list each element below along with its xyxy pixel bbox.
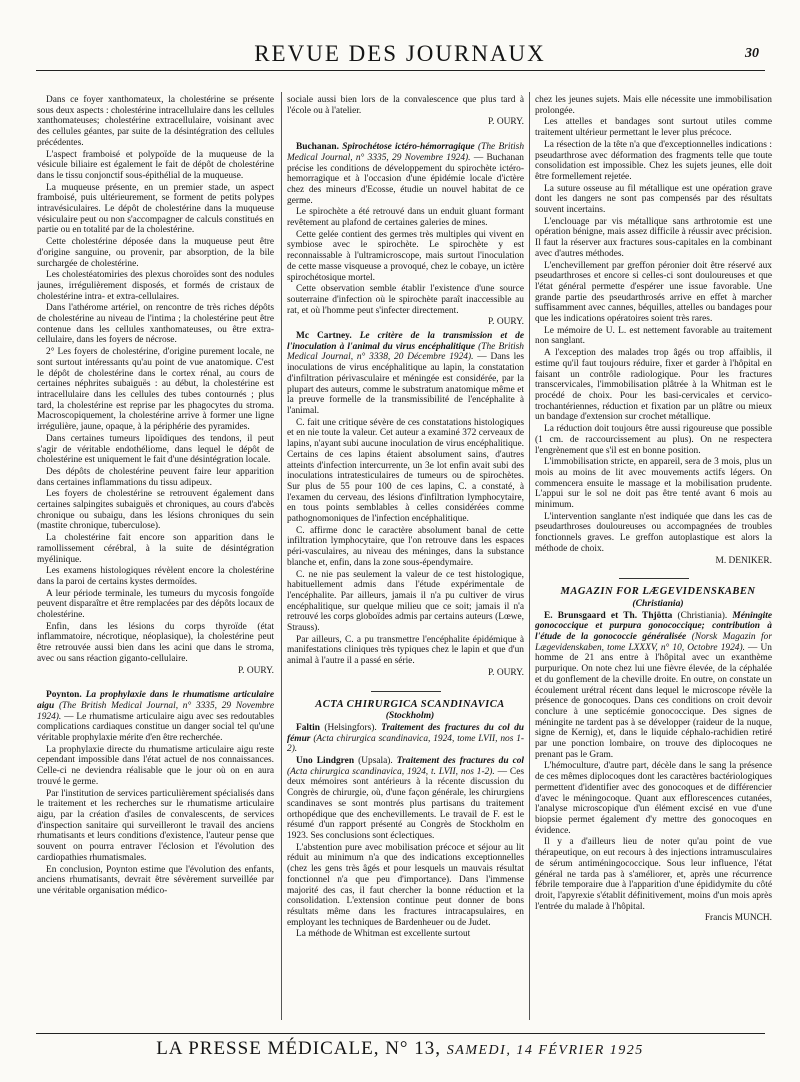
column-divider: [529, 92, 530, 1020]
paragraph: La suture osseuse au fil métallique est une opération grave dont les dangers ne sont pas compensés par des résultats souvent incertains.: [535, 183, 772, 216]
section-heading: MAGAZIN FOR LÆGEVIDENSKABEN: [560, 586, 756, 598]
footer-journal: LA PRESSE MÉDICALE, N° 13,: [156, 1038, 442, 1059]
paragraph: L'immobilisation stricte, en appareil, sera de 3 mois, plus un mois au moins de lit avec mouvements actifs légers. On commencera ensuite le massage et la mobilisation prudente. L'appui sur le sol ne doit pas être tenté avant 6 mois au minimum.: [535, 457, 772, 511]
paragraph: L'hémoculture, d'autre part, décèle dans le sang la présence de ces mêmes diplocoques dont les caractères bactériologiques permettent d'identifier avec des gonocoques et de différencier d'avec le méningocoque. Quant aux efflorescences cutanées, l'analyse microscopique d'un élément excisé en vue d'une biopsie permet également d'y mettre des gonocoques en évidence.: [535, 761, 772, 836]
article-title: Méningite gonococcique et purpura gonococcique; contribution à l'étude de la gonococcie généralisée: [535, 610, 772, 643]
article-text: — Le rhumatisme articulaire aigu avec ses redoutables complications cardiaques constitue un danger social tel qu'une véritable prophylaxie mérite d'en être recherchée.: [37, 711, 274, 744]
paragraph: Enfin, dans les lésions du corps thyroïde (état inflammatoire, nécrotique, néoplasique), la cholestérine peut être retrouvée aussi bien dans les acini que dans le stroma, avec ou sans réaction giganto-cellulaire.: [37, 621, 274, 664]
paragraph: Des dépôts de cholestérine peuvent faire leur apparition dans certaines inflammations du tissu adipeux.: [37, 466, 274, 488]
section-subheading: (Christiania): [632, 597, 684, 609]
paragraph: L'enchevillement par greffon péronier doit être réservé aux pseudarthroses et encore si celles-ci sont douloureuses et que l'état général permette d'espérer une issue favorable. Une grande partie des pseudarthrosés arrive en effet à marcher suffisamment avec cannes, béquilles, attelles ou bandages pour que les indications opératoires soient très rares.: [535, 260, 772, 325]
signature: P. OURY.: [237, 665, 274, 676]
paragraph: Il y a d'ailleurs lieu de noter qu'au point de vue thérapeutique, on eut recours à des injections intramusculaires de sérum antiméningococcique. Sous leur influence, l'état général ne tarda pas à s'améliorer, et, après une récurrence fébrile temporaire due à l'apparition d'une épididymite du côté droit, l'apyrexie s'établit définitivement, moins d'un mois après l'entrée du malade à l'hôpital.: [535, 837, 772, 912]
paragraph: C. ne nie pas seulement la valeur de ce test histologique, habituellement admis dans l'étude expérimentale de l'encéphalite. Par ailleurs, jamais il n'a pu cultiver de virus encéphalitique, sur quelque milieu que ce soit; jamais il n'a retrouvé les corps globoïdes admis par certains auteurs (Lœwe, Strauss).: [287, 569, 524, 634]
paragraph: La muqueuse présente, en un premier stade, un aspect framboisé, puis ultérieurement, se forment de petits polypes intravésiculaires. Le dépôt de cholestérine dans la muqueuse vésiculaire peut ou non s'accompagner de calculs constitués en partie ou en totalité par de la cholestérine.: [37, 182, 274, 236]
paragraph: 2° Les foyers de cholestérine, d'origine purement locale, ne sont surtout intéressants qu'au point de vue anatomique. C'est le dépôt de cholestérine dans le cortex rénal, au cours de certaines néphrites subaiguës : au début, la cholestérine est intracellulaire dans les cellules des tubes contournés ; plus tard, la cholestérine est reprise par les phagocytes du stroma. Macroscopiquement, la cholestérine arrive à former une ligne irrégulière, jaune, opaque, à la périphérie des pyramides.: [37, 347, 274, 433]
article-text: — Un homme de 21 ans entre à l'hôpital avec un exanthème purpurique. On note chez lui une fièvre élevée, de la céphalée et du gonflement de la cheville droite. En outre, on constate un écoulement urétral récent dans lequel le microscope révèle la présence de gonocoques. Dans ces conditions on croit devoir conclure à une septicémie gonococcique. Des signes de méningite ne tardent pas à se développer (raideur de la nuque, signe de Kernig), et, dans le liquide céphalo-rachidien retiré par une ponction lombaire, on trouve des diplocoques ne prenant pas le Gram.: [535, 642, 772, 760]
paragraph: La méthode de Whitman est excellente surtout: [296, 929, 471, 940]
paragraph: La prophylaxie directe du rhumatisme articulaire aigu reste cependant impossible dans l'état actuel de nos connaissances. Celle-ci ne deviendra réalisable que le jour où on en aura trouvé le germe.: [37, 744, 274, 787]
article-source: (Acta chirurgica scandinavica, 1924, tome LVII, nos 1-2).: [287, 733, 524, 755]
article-intro: [535, 611, 772, 761]
paragraph: Cette observation semble établir l'existence d'une source souterraine d'infection où le spirochète paraît inaccessible au rat, et où l'homme peut s'infecter directement.: [287, 284, 524, 316]
article-author: Uno Lindgren: [296, 756, 355, 767]
paragraph: L'intervention sanglante n'est indiquée que dans les cas de pseudarthroses douloureuses ou accompagnées de troubles fonctionnels graves. Le greffon autoplastique est alors la méthode de choix.: [535, 511, 772, 554]
article-text: — Ces deux mémoires sont antérieurs à la récente discussion du Congrès de chirurgie, où, d'une façon générale, les chirurgiens scandinaves se sont montrés plus partisans du traitement orthopédique que des enchevillements. Le travail de F. est le résumé d'un rapport présenté au Congrès de Stockholm en 1923. Ses conclusions sont éclectiques.: [287, 766, 524, 841]
paragraph: La réduction doit toujours être aussi rigoureuse que possible (1 cm. de raccourcissement au plus). On ne respectera l'engrènement que s'il est en bonne position.: [535, 424, 772, 456]
article-source: (The British Medical Journal, n° 3335, 29 Novembre 1924).: [37, 700, 274, 722]
paragraph: Dans certaines tumeurs lipoïdiques des tendons, il peut s'agir de véritable endothéliome, dans lequel le dépôt de cholestérine est uniquement le fait d'une désintégration locale.: [37, 433, 274, 466]
article-title: La prophylaxie dans le rhumatisme articulaire aigu: [37, 690, 274, 711]
article-source: (The British Medical Journal, n° 3335, 29 Novembre 1924).: [287, 142, 524, 163]
paragraph: La cholestérine fait encore son apparition dans le ramollissement cérébral, à la suite de désintégration myélinique.: [37, 533, 274, 565]
paragraph: C. affirme donc le caractère absolument banal de cette infiltration lymphocytaire, que l'on retrouve dans les espaces péri-vasculaires, au niveau des méninges, dans la substance blanche et, enfin, dans la zone sous-épendymaire.: [287, 525, 524, 568]
paragraph: A leur période terminale, les tumeurs du mycosis fongoïde peuvent disparaître et être remplacées par des dépôts locaux de cholestérine.: [37, 588, 274, 621]
column-divider: [281, 92, 282, 1020]
paragraph: Le mémoire de U. L. est nettement favorable au traitement non sanglant.: [535, 325, 772, 347]
paragraph: C. fait une critique sévère de ces constatations histologiques et en nie toute la valeur. Cet auteur a examiné 372 cerveaux de lapins, n'ayant subi aucune inoculation de virus encéphalitique. Certains de ces lapins étaient absolument sains, d'autres atteints d'infection intercurrente, un 3e lot enfin avait subi des inoculations intratesticulaires de tumeurs ou de spirochètes. Sur plus de 55 pour 100 de ces lapins, C. a constaté, à l'examen du cerveau, des lésions d'infiltration lymphocytaire, en tous points semblables à celles considérées comme pathognomoniques de l'infection encéphalitique.: [287, 417, 524, 525]
article-source: (The British Medical Journal, n° 3338, 20 Décembre 1924).: [287, 341, 524, 363]
paragraph: Dans l'athérome artériel, on rencontre de très riches dépôts de cholestérine au niveau de l'intima ; la cholestérine peut être contenue dans les cellules xanthomateuses, ou être extra-cellulaire, dans les foyers de nécrose.: [37, 303, 274, 346]
section-heading: ACTA CHIRURGICA SCANDINAVICA: [315, 698, 505, 710]
paragraph: Cette cholestérine déposée dans la muqueuse peut être d'origine sanguine, ou provenir, par absorption, de la bile surchargée de cholestérine.: [37, 237, 274, 269]
paragraph: sociale aussi bien lors de la convalescence que plus tard à l'école ou à l'atelier.: [287, 95, 524, 116]
article-author: Buchanan.: [296, 142, 339, 153]
paragraph: Les attelles et bandages sont surtout utiles comme traitement ultérieur permettant le lever plus précoce.: [535, 117, 772, 139]
article-intro: [287, 723, 524, 755]
article-place: (Helsingfors).: [324, 722, 377, 733]
paragraph: Dans ce foyer xanthomateux, la cholestérine se présente sous deux aspects : cholestérine intracellulaire dans les cellules xanthomateuses; cholestérine extracellulaire, voisinant avec des cellules géantes, par suite de la désintégration des cellules précédentes.: [37, 95, 274, 148]
paragraph: Par ailleurs, C. a pu transmettre l'encéphalite épidémique à manifestations cliniques très typiques chez le lapin et que d'un animal à l'autre il a passé en série.: [287, 634, 524, 667]
journal-section-title: REVUE DES JOURNAUX: [254, 41, 546, 66]
signature: Francis MUNCH.: [704, 913, 772, 924]
article-intro: [287, 756, 524, 842]
signature: P. OURY.: [487, 117, 524, 128]
column-2: [287, 95, 524, 1023]
article-source: (Acta chirurgica scandinavica, 1924, t. LVII, nos 1-2).: [287, 766, 495, 777]
article-place: (Christiania).: [677, 610, 728, 621]
article-author: Poynton.: [46, 690, 82, 701]
header-rule: [36, 70, 765, 71]
paragraph: Le spirochète a été retrouvé dans un enduit gluant formant revêtement au plafond de certaines galeries de mines.: [287, 207, 524, 229]
page-footer: [0, 1037, 800, 1063]
paragraph: Par l'institution de services particulièrement spécialisés dans le traitement et les recherches sur le rhumatisme articulaire aigu, par la création d'asiles de convalescents, de services d'inspection sanitaire qui surveilleront le travail des anciens rhumatisants et leurs conditions d'existence, l'auteur pense que souvent on pourra entraver l'éclosion et l'évolution des cardiopathies rhumatismales.: [37, 788, 274, 863]
article-source: (Norsk Magazin for Lægevidenskaben, tome LXXXV, n° 10, Octobre 1924).: [535, 632, 772, 653]
article-title: Traitement des fractures du col: [396, 756, 524, 767]
paragraph: L'abstention pure avec mobilisation précoce et séjour au lit réduit au minimum n'a que des indications exceptionnelles (chez les gens très âgés et pour lesquels un mauvais résultat fonctionnel n'a que peu d'importance). Dans l'immense majorité des cas, il faut chercher la bonne réduction et la consolidation. L'extension continue peut donner de bons résultats même dans les fractures intracapsulaires, en employant les techniques de Bardenheuer ou de Judet.: [287, 842, 524, 928]
paragraph: A l'exception des malades trop âgés ou trop affaiblis, il estime qu'il faut toujours réduire, fixer et garder à l'hôpital en faisant un contrôle radiologique. Pour les fractures transcervicales, l'immobilisation plâtrée à la Whitman est le procédé de choix. Pour les basi-cervicales et cervico-trochantériennes, réduction et fixation par un plâtre ou mieux un bandage d'extension sur crochet métallique.: [535, 348, 772, 423]
page-number: 30: [745, 46, 759, 61]
article-title: Traitement des fractures du col du fémur: [287, 722, 524, 744]
paragraph: Les foyers de cholestérine se retrouvent également dans certaines salpingites subaiguës et chroniques, au cours d'abcès chronique ou subaigu, dans les lésions chroniques du sein (mastite chronique, tuberculose).: [37, 489, 274, 532]
article-place: (Upsala).: [358, 756, 393, 767]
article-author: Faltin: [296, 722, 320, 733]
article-text: — Buchanan précise les conditions de développement du spirochète ictéro-hemorragique et à l'occasion d'une épidémie locale d'ictère chez des mineurs d'Ecosse, étudie un nouvel habitat de ce germe.: [287, 152, 524, 206]
section-divider: [371, 691, 441, 692]
paragraph: L'aspect framboisé et polypoïde de la muqueuse de la vésicule biliaire est également le fait de dépôt de cholestérine dans le tissu conjonctif sous-épithélial de la muqueuse.: [37, 149, 274, 181]
article-title: Spirochétose ictéro-hémorragique: [342, 142, 475, 153]
paragraph: L'enclouage par vis métallique sans arthrotomie est une opération bénigne, mais assez difficile à réussir avec précision. Il faut la réserver aux fractures sous-capitales en la combinant avec d'autres méthodes.: [535, 216, 772, 259]
article-title: Le critère de la transmission et de l'inoculation à l'animal du virus encéphalitique: [287, 331, 524, 352]
article-author: E. Brunsgaard et Th. Thjötta: [544, 610, 673, 621]
signature: P. OURY.: [487, 317, 524, 328]
article-author: Mc Cartney.: [296, 331, 352, 342]
paragraph: Cette gelée contient des germes très multiples qui vivent en symbiose avec le spirochète. Le spirochète y est reconnaissable à l'ultramicroscope, mais surtout l'inoculation de cette masse visqueuse a provoqué, chez le cobaye, un ictère spirochétosique mortel.: [287, 229, 524, 283]
article-intro: [287, 142, 524, 206]
signature: P. OURY.: [487, 667, 524, 678]
column-1: [37, 95, 274, 1023]
article-text: — Dans les inoculations de virus encéphalitique au lapin, la constatation d'infiltration périvasculaire et méningée est considérée, par la plupart des auteurs, comme le substratum anatomique même et la preuve formelle de la transmissibilité de l'encéphalite à l'animal.: [287, 352, 524, 416]
section-subheading: (Stockholm): [385, 710, 435, 722]
article-intro: [287, 331, 524, 417]
paragraph: La résection de la tête n'a que d'exceptionnelles indications : pseudarthrose avec déformation des fragments telle que toute consolidation est impossible. Chez les sujets jeunes, elle doit être formellement rejetée.: [535, 139, 772, 182]
signature: M. DENIKER.: [715, 555, 772, 566]
paragraph: En conclusion, Poynton estime que l'évolution des enfants, anciens rhumatisants, devrait être sévèrement surveillée par une véritable organisation médico-: [37, 864, 274, 896]
footer-rule: [36, 1033, 765, 1034]
paragraph: Les examens histologiques révèlent encore la cholestérine dans la paroi de certains kystes dermoïdes.: [37, 566, 274, 587]
column-3: [535, 95, 772, 1023]
paragraph: Les cholestéatomiries des plexus choroïdes sont des nodules jaunes, irrégulièrement disposés, et formés de cristaux de cholestérine intra- et extra-cellulaires.: [37, 270, 274, 302]
paragraph: chez les jeunes sujets. Mais elle nécessite une immobilisation prolongée.: [535, 95, 772, 116]
section-divider: [619, 578, 689, 579]
footer-date: SAMEDI, 14 FÉVRIER 1925: [446, 1043, 644, 1058]
article-intro: [37, 690, 274, 744]
